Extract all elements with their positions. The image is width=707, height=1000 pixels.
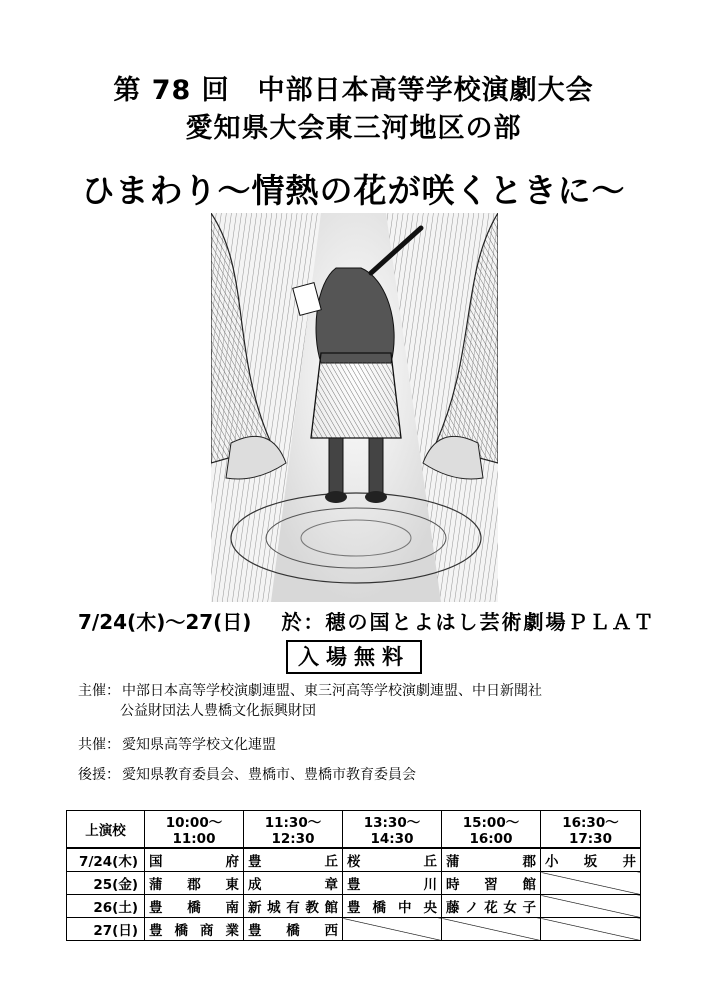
school-cell xyxy=(145,918,244,941)
school-cell xyxy=(442,848,541,872)
slot-header: 11:30～12:30 xyxy=(244,811,343,849)
school-cell xyxy=(343,848,442,872)
host-line2: 公益財団法人豊橋文化振興財団 xyxy=(120,703,316,719)
school-name: 国 府 xyxy=(149,854,239,870)
empty-slot xyxy=(541,918,641,941)
host-line1: 中部日本高等学校演劇連盟、東三河高等学校演劇連盟、中日新聞社 xyxy=(122,683,542,699)
event-venue: 於：穂の国とよはし芸術劇場ＰＬＡＴ xyxy=(281,610,656,634)
school-cell xyxy=(244,848,343,872)
school-cell xyxy=(343,895,442,918)
school-name: 桜 丘 xyxy=(347,854,437,870)
school-cell xyxy=(145,848,244,872)
school-name: 豊 橋 商 業 xyxy=(149,923,239,939)
support-info xyxy=(78,765,416,785)
school-name: 成 章 xyxy=(248,877,338,893)
event-dates: 7/24(木)～27(日) xyxy=(78,610,252,634)
empty-slot xyxy=(442,918,541,941)
school-name: 時 習 館 xyxy=(446,877,536,893)
event-date-venue xyxy=(78,606,655,635)
cohost-text: 愛知県高等学校文化連盟 xyxy=(122,737,276,753)
table-row xyxy=(67,848,641,872)
row-date: 7/24(木) xyxy=(67,848,145,872)
school-cell xyxy=(343,872,442,895)
school-name: 豊 橋 南 xyxy=(149,900,239,916)
empty-slot xyxy=(541,872,641,895)
school-cell xyxy=(244,895,343,918)
school-cell xyxy=(145,872,244,895)
row-date: 27(日) xyxy=(67,918,145,941)
school-name: 豊 橋 西 xyxy=(248,923,338,939)
school-name: 豊 丘 xyxy=(248,854,338,870)
row-date: 25(金) xyxy=(67,872,145,895)
empty-slot xyxy=(343,918,442,941)
table-row xyxy=(67,895,641,918)
slot-header: 15:00～16:00 xyxy=(442,811,541,849)
girl-on-stage-drawing xyxy=(211,213,498,602)
slot-header: 13:30～14:30 xyxy=(343,811,442,849)
school-name: 蒲 郡 東 xyxy=(149,877,239,893)
school-name: 豊 橋 中 央 xyxy=(347,900,437,916)
host-label: 主催： xyxy=(78,683,120,699)
schedule-corner: 上演校 xyxy=(67,811,145,849)
stage-illustration xyxy=(211,213,498,602)
performance-schedule-table xyxy=(66,810,641,941)
school-name: 蒲 郡 xyxy=(446,854,536,870)
table-row xyxy=(67,918,641,941)
row-date: 26(土) xyxy=(67,895,145,918)
school-cell xyxy=(442,895,541,918)
school-cell xyxy=(442,872,541,895)
school-name: 藤 ノ 花 女 子 xyxy=(446,900,536,916)
school-name: 新 城 有 教 館 xyxy=(248,900,338,916)
host-info xyxy=(78,681,542,721)
school-name: 小 坂 井 xyxy=(545,854,636,870)
school-cell xyxy=(244,872,343,895)
slot-header: 16:30～17:30 xyxy=(541,811,641,849)
table-row xyxy=(67,872,641,895)
district-title: 愛知県大会東三河地区の部 xyxy=(185,113,522,144)
support-label: 後援： xyxy=(78,767,120,783)
school-cell xyxy=(541,848,641,872)
slot-header: 10:00～11:00 xyxy=(145,811,244,849)
schedule-header-row xyxy=(67,811,641,849)
admission-badge: 入場無料 xyxy=(286,640,422,674)
empty-slot xyxy=(541,895,641,918)
school-name: 豊 川 xyxy=(347,877,437,893)
school-cell xyxy=(145,895,244,918)
contest-title: 第 78 回 中部日本高等学校演劇大会 xyxy=(113,75,594,106)
support-text: 愛知県教育委員会、豊橋市、豊橋市教育委員会 xyxy=(122,767,416,783)
cohost-label: 共催： xyxy=(78,737,120,753)
school-cell xyxy=(244,918,343,941)
cohost-info xyxy=(78,735,276,755)
play-title: ひまわり～情熱の花が咲くときに～ xyxy=(81,171,626,210)
